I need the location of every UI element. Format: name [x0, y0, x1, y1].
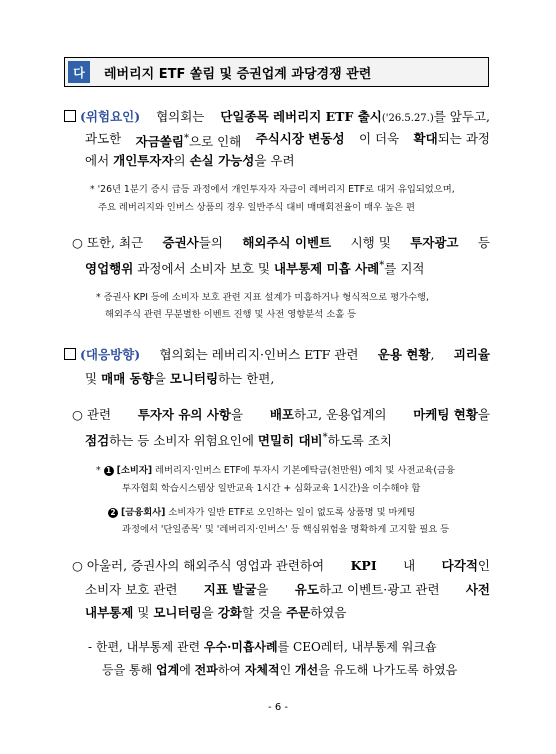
- point3-line-2: 소비자 보호 관련 지표 발굴을 유도하고 이벤트·광고 관련 사전: [85, 582, 490, 597]
- point2-note2-line-1: 2 [금융회사] 소비자가 일반 ETF로 오인하는 일이 없도록 상품명 및 마케팅: [108, 505, 416, 520]
- risk-line-2: 과도한 자금쏠림*으로 인해 주식시장 변동성 이 더욱 확대되는 과정: [85, 131, 490, 150]
- point2-line-1: ○ 관련 투자자 유의 사항을 배포하고, 운용업계의 마케팅 현황을: [72, 407, 490, 422]
- point2-note1-line-2: 투자협회 학습시스템상 일반교육 1시간 + 심화교육 1시간)을 이수해야 함: [122, 483, 421, 494]
- point1-footnote-1: * 증권사 KPI 등에 소비자 보호 관련 지표 설계가 미흡하거나 형식적으로 평가수행,: [96, 292, 429, 303]
- point2-line-2: 점검하는 등 소비자 위험요인에 면밀히 대비*하도록 조치: [85, 432, 392, 449]
- point2-note2-line-2: 과정에서 '단일종목' 및 '레버리지·인버스' 등 핵심위험을 명확하게 고지할 필요 등: [122, 524, 450, 535]
- risk-line-3: 에서 개인투자자의 손실 가능성을 우려: [85, 153, 295, 168]
- point1-line-1: ○ 또한, 최근 증권사들의 해외주식 이벤트 시행 및 투자광고 등: [72, 235, 490, 250]
- dash-line-2: 등을 통해 업계에 전파하여 자체적인 개선을 유도해 나가도록 하였음: [102, 663, 458, 677]
- risk-tag: (위험요인): [80, 109, 141, 124]
- dash-line-1: - 한편, 내부통제 관련 우수·미흡사례를 CEO레터, 내부통제 워크숍: [88, 640, 437, 654]
- risk-line-1: (위험요인) 협의회는 단일종목 레버리지 ETF 출시('26.5.27.)를 앞두고,: [64, 107, 490, 129]
- risk-footnote-1: * '26년 1분기 증시 급등 과정에서 개인투자자 자금이 레버리지 ETF로 대거 유입되었으며,: [90, 184, 455, 195]
- response-line-2: 및 매매 동향을 모니터링하는 한편,: [85, 371, 275, 386]
- point3-line-3: 내부통제 및 모니터링을 강화할 것을 주문하였음: [85, 605, 347, 620]
- response-line-1: (대응방향) 협의회는 레버리지·인버스 ETF 관련 운용 현황, 괴리율: [64, 345, 490, 365]
- point1-line-2: 영업행위 과정에서 소비자 보호 및 내부통제 미흡 사례*를 지적: [85, 260, 425, 277]
- section-letter-badge: 다: [68, 61, 90, 83]
- point2-note1-line-1: * 1 [소비자] 레버리지·인버스 ETF에 투자시 기본예탁금(천만원) 예치 및 사전교육(금융: [96, 465, 455, 476]
- page-number: - 6 -: [268, 702, 288, 713]
- point1-footnote-2: 해외주식 관련 무분별한 이벤트 진행 및 사전 영향분석 소홀 등: [105, 309, 357, 320]
- circled-number-1: 1: [104, 466, 114, 476]
- circled-number-2: 2: [108, 508, 118, 518]
- section-title: 레버리지 ETF 쏠림 및 증권업계 과당경쟁 관련: [104, 66, 372, 82]
- checkbox-square-icon: [64, 110, 76, 122]
- checkbox-square-icon: [64, 348, 76, 360]
- section-heading: [64, 57, 489, 87]
- point3-line-1: ○ 아울러, 증권사의 해외주식 영업과 관련하여 KPI 내 다각적인: [72, 558, 490, 573]
- response-tag: (대응방향): [80, 347, 141, 362]
- risk-footnote-2: 주요 레버리지와 인버스 상품의 경우 일반주식 대비 매매회전율이 매우 높은 편: [98, 202, 415, 213]
